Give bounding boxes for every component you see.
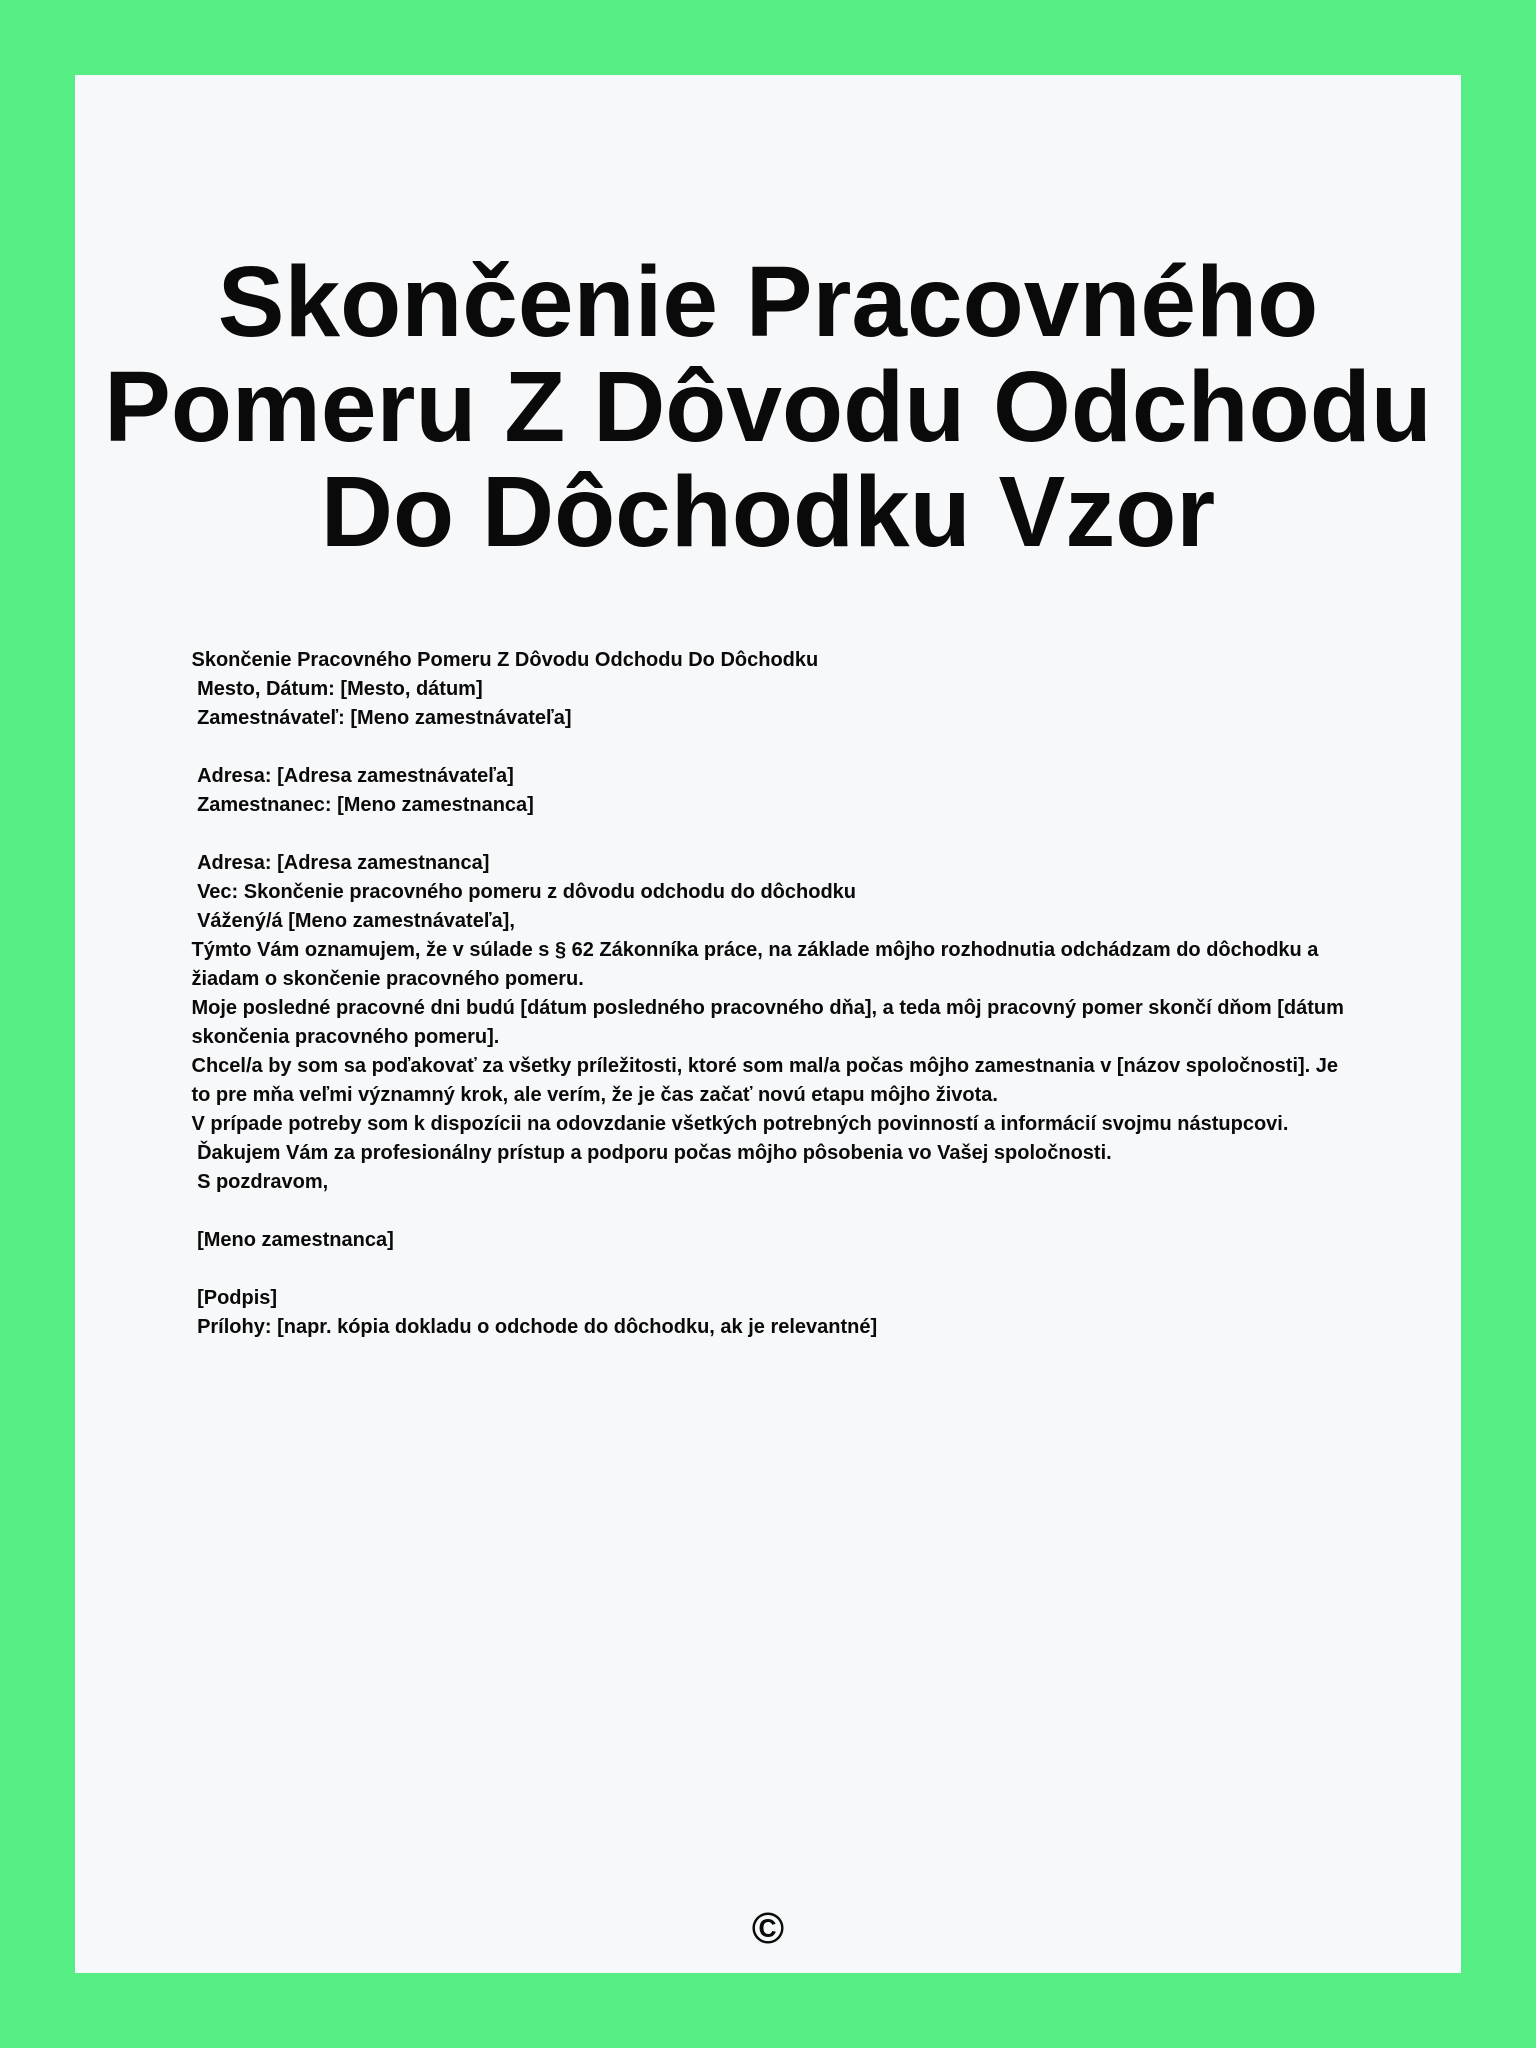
- letter-line: S pozdravom,: [191, 1171, 329, 1193]
- letter-line: Prílohy: [napr. kópia dokladu o odchode do dôchodku, ak je relevantné]: [191, 1316, 878, 1338]
- letter-line: Adresa: [Adresa zamestnanca]: [191, 852, 490, 874]
- page-title: Skončenie Pracovného Pomeru Z Dôvodu Odchodu Do Dôchodku Vzor: [104, 246, 1432, 568]
- letter-line: Chcel/a by som sa poďakovať za všetky príležitosti, ktoré som mal/a počas môjho zamestnania v [názov spoločnosti]. Je to pre mňa veľmi významný krok, ale verím, že je čas začať novú etapu môjho života.: [191, 1055, 1344, 1106]
- letter-line: [192, 1197, 1345, 1226]
- letter-line: Zamestnávateľ: [Meno zamestnávateľa]: [191, 707, 572, 729]
- letter-line: Vec: Skončenie pracovného pomeru z dôvodu odchodu do dôchodku: [191, 881, 857, 903]
- letter-line: Adresa: [Adresa zamestnávateľa]: [191, 765, 514, 787]
- letter-line: [Podpis]: [191, 1287, 278, 1309]
- letter-line: Mesto, Dátum: [Mesto, dátum]: [191, 678, 483, 700]
- letter-line: V prípade potreby som k dispozícii na odovzdanie všetkých potrebných povinností a informácií svojmu nástupcovi.: [191, 1113, 1289, 1135]
- letter-line: Moje posledné pracovné dni budú [dátum posledného pracovného dňa], a teda môj pracovný pomer skončí dňom [dátum skončenia pracovného pomeru].: [191, 997, 1350, 1048]
- letter-line: Ďakujem Vám za profesionálny prístup a podporu počas môjho pôsobenia vo Vašej spoločnosti.: [191, 1142, 1112, 1164]
- letter-line: [192, 1255, 1345, 1284]
- letter-line: Zamestnanec: [Meno zamestnanca]: [191, 794, 534, 816]
- copyright-icon: ©: [751, 1904, 785, 1953]
- letter-line: [192, 733, 1345, 762]
- document-page: [75, 75, 1461, 1973]
- letter-body: [191, 646, 1350, 1342]
- letter-line: Týmto Vám oznamujem, že v súlade s § 62 Zákonníka práce, na základe môjho rozhodnutia odchádzam do dôchodku a žiadam o skončenie pracovného pomeru.: [191, 939, 1324, 990]
- letter-line: [192, 820, 1345, 849]
- letter-line: Skončenie Pracovného Pomeru Z Dôvodu Odchodu Do Dôchodku: [191, 649, 819, 671]
- letter-line: Vážený/á [Meno zamestnávateľa],: [191, 910, 515, 932]
- letter-line: [Meno zamestnanca]: [191, 1229, 394, 1251]
